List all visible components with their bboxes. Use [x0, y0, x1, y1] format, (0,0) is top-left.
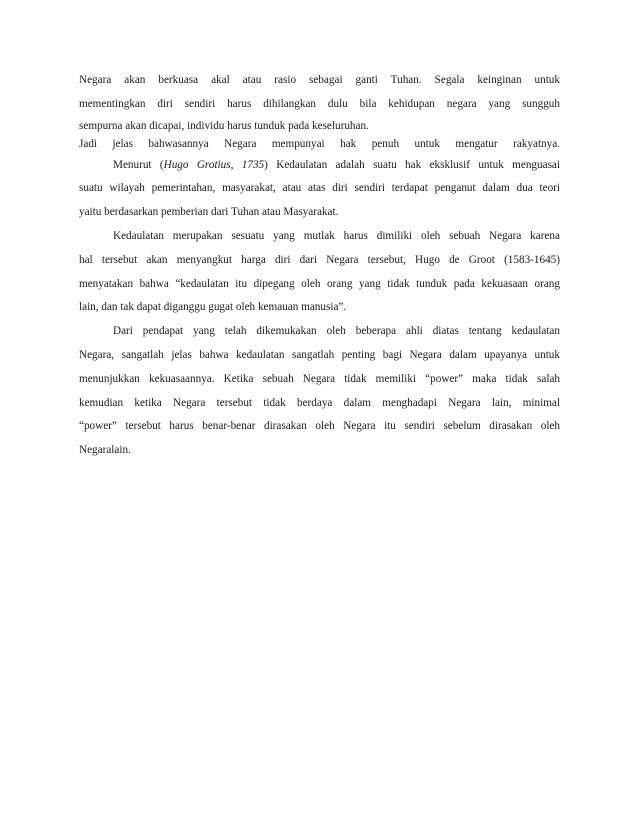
text-line: sempurna akan dicapai, individu harus tunduk pada keseluruhan. — [79, 119, 369, 132]
text-line: Jadi jelas bahwasannya Negara mempunyai hak penuh untuk mengatur rakyatnya. — [79, 138, 560, 151]
text-line — [79, 154, 560, 178]
text-line: menyatakan bahwa “kedaulatan itu dipegang oleh orang yang tidak tunduk pada kekuasaan orang — [79, 277, 560, 290]
body-text — [79, 69, 560, 463]
text-line: yaitu berdasarkan pemberian dari Tuhan atau Masyarakat. — [79, 206, 339, 219]
text-line: Negara akan berkuasa akal atau rasio sebagai ganti Tuhan. Segala keinginan untuk — [79, 74, 560, 86]
text-line: Negara, sangatlah jelas bahwa kedaulatan sangatlah penting bagi Negara dalam upayanya untuk — [79, 348, 560, 361]
text-line: hal tersebut akan menyangkut harga diri dari Negara tersebut, Hugo de Groot (1583-1645) — [79, 253, 560, 266]
text-line: kemudian ketika Negara tersebut tidak berdaya dalam menghadapi Negara lain, minimal — [79, 396, 560, 409]
text-line: lain, dan tak dapat diganggu gugat oleh kemauan manusia”. — [79, 301, 347, 314]
text-line: Negaralain. — [79, 444, 131, 457]
citation-italic: Hugo Grotius, 1735 — [163, 158, 265, 171]
text-line: Kedaulatan merupakan sesuatu yang mutlak harus dimiliki oleh sebuah Negara karena — [113, 229, 560, 242]
text-line: menunjukkan kekuasaannya. Ketika sebuah Negara tidak memiliki “power” maka tidak salah — [79, 372, 560, 385]
text-line: suatu wilayah pemerintahan, masyarakat, atau atas diri sendiri terdapat penganut dalam dua teori — [79, 182, 560, 195]
text-segment: Menurut ( — [113, 158, 164, 171]
text-segment: ) Kedaulatan adalah suatu hak eksklusif untuk menguasai — [264, 158, 560, 171]
text-line: mementingkan diri sendiri harus dihilangkan dulu bila kehidupan negara yang sungguh — [79, 97, 560, 110]
text-line: Dari pendapat yang telah dikemukakan oleh beberapa ahli diatas tentang kedaulatan — [113, 325, 560, 338]
text-line: “power” tersebut harus benar-benar dirasakan oleh Negara itu sendiri sebelum dirasakan oleh — [79, 420, 560, 433]
